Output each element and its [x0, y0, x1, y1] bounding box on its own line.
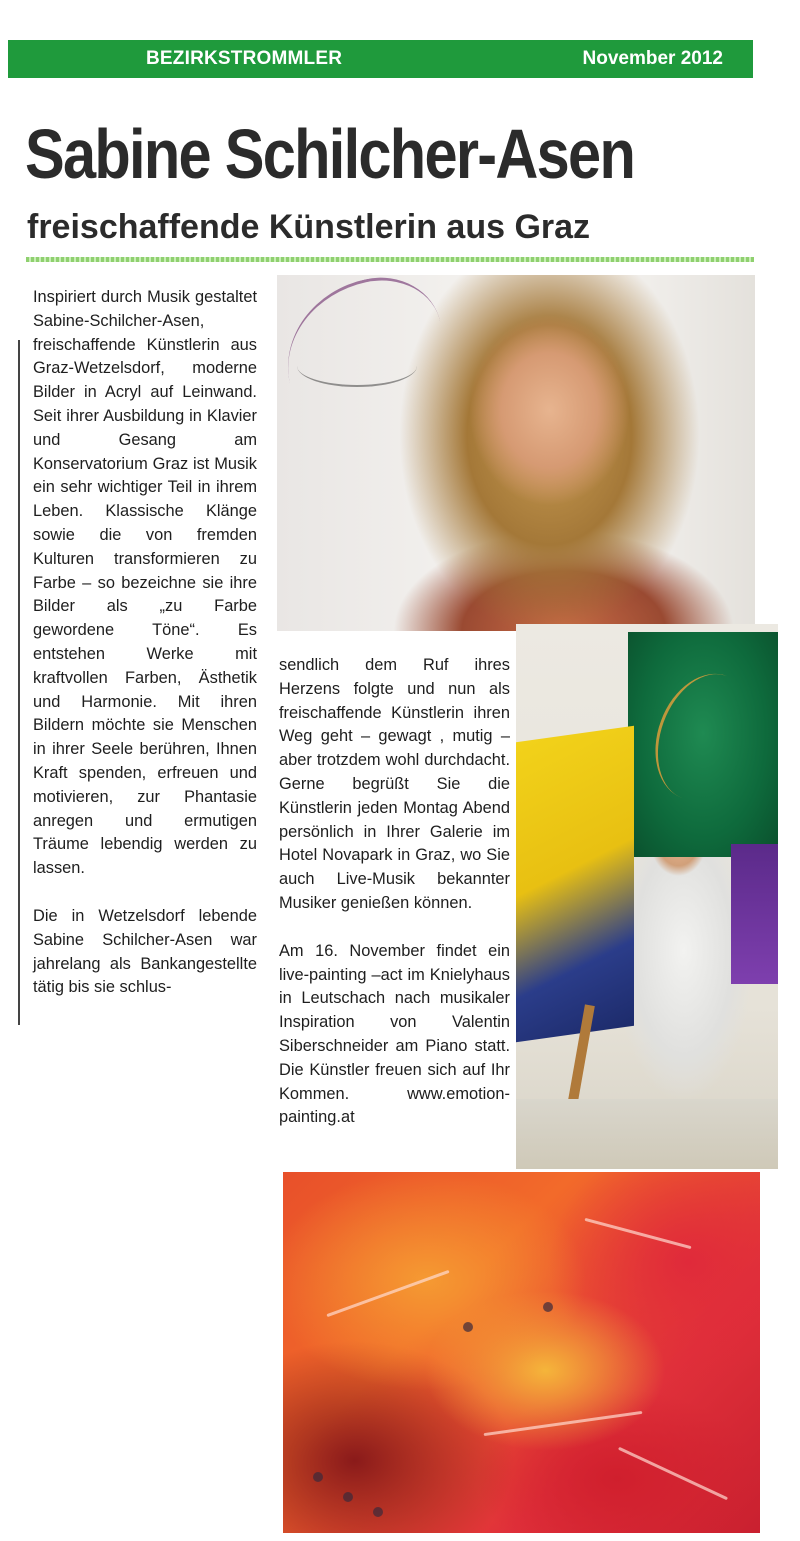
right-column-text — [279, 654, 510, 1130]
paint-dot — [313, 1472, 323, 1482]
paint-streak — [584, 1218, 691, 1249]
left-column-text — [33, 286, 257, 1000]
paint-streak — [484, 1411, 643, 1436]
paragraph-gallery: sendlich dem Ruf ihres Herzens folgte und nun als freischaffende Künstlerin ihren Weg geht – gewagt , mutig – aber trotzdem wohl durchdacht. Gerne begrüßt Sie die Künstlerin jeden Montag Abend persönlich in Ihrer Galerie im Hotel Novapark in Graz, wo Sie auch Live-Musik bekannter Musiker genießen können. — [279, 656, 510, 912]
paint-dot — [543, 1302, 553, 1312]
publication-name: BEZIRKSTROMMLER — [146, 48, 343, 69]
paint-streak — [326, 1270, 449, 1317]
artist-portrait-photo — [277, 275, 755, 631]
issue-date: November 2012 — [582, 48, 723, 69]
article-subheadline: freischaffende Künstlerin aus Graz — [27, 208, 591, 246]
purple-canvas — [731, 844, 778, 984]
column-rule — [18, 340, 20, 1025]
paint-streak — [618, 1447, 728, 1500]
paragraph-career: Die in Wetzelsdorf lebende Sabine Schilcher-Asen war jahrelang als Bankangestellte tätig bis sie schlus- — [33, 906, 257, 997]
abstract-painting-photo — [283, 1172, 760, 1533]
paint-dot — [373, 1507, 383, 1517]
article-headline: Sabine Schilcher-Asen — [25, 115, 635, 193]
background-painting-stroke — [297, 345, 417, 387]
headline-divider — [26, 257, 754, 262]
studio-floor — [516, 1099, 778, 1169]
paragraph-event: Am 16. November findet ein live-painting –act im Knielyhaus in Leutschach nach musikaler Inspiration von Valentin Siberschneider am Piano statt. Die Künstler freuen sich auf Ihr Kommen. www.emotion-painting.at — [279, 941, 510, 1127]
header-bar — [8, 40, 753, 78]
green-canvas — [628, 632, 778, 857]
paint-dot — [463, 1322, 473, 1332]
yellow-canvas — [516, 726, 634, 1043]
paragraph-intro: Inspiriert durch Musik gestaltet Sabine-Schilcher-Asen, freischaffende Künstlerin aus Graz-Wetzelsdorf, moderne Bilder in Acryl auf Leinwand. Seit ihrer Ausbildung in Klavier und Gesang am Konservatorium Graz ist Musik ein sehr wichtiger Teil in ihrem Leben. Klassische Klänge sowie die von fremden Kulturen transformieren zu Farbe – so bezeichne sie ihre Bilder als „zu Farbe gewordene Töne“. Es entstehen Werke mit kraftvollen Farben, Ästhetik und Harmonie. Mit ihren Bildern möchte sie Menschen in ihrer Seele berühren, Ihnen Kraft spenden, erfreuen und motivieren, zur Phantasie anregen und ermutigen Träume lebendig werden zu lassen. — [33, 288, 257, 878]
artist-painting-photo — [516, 624, 778, 1169]
paint-dot — [343, 1492, 353, 1502]
